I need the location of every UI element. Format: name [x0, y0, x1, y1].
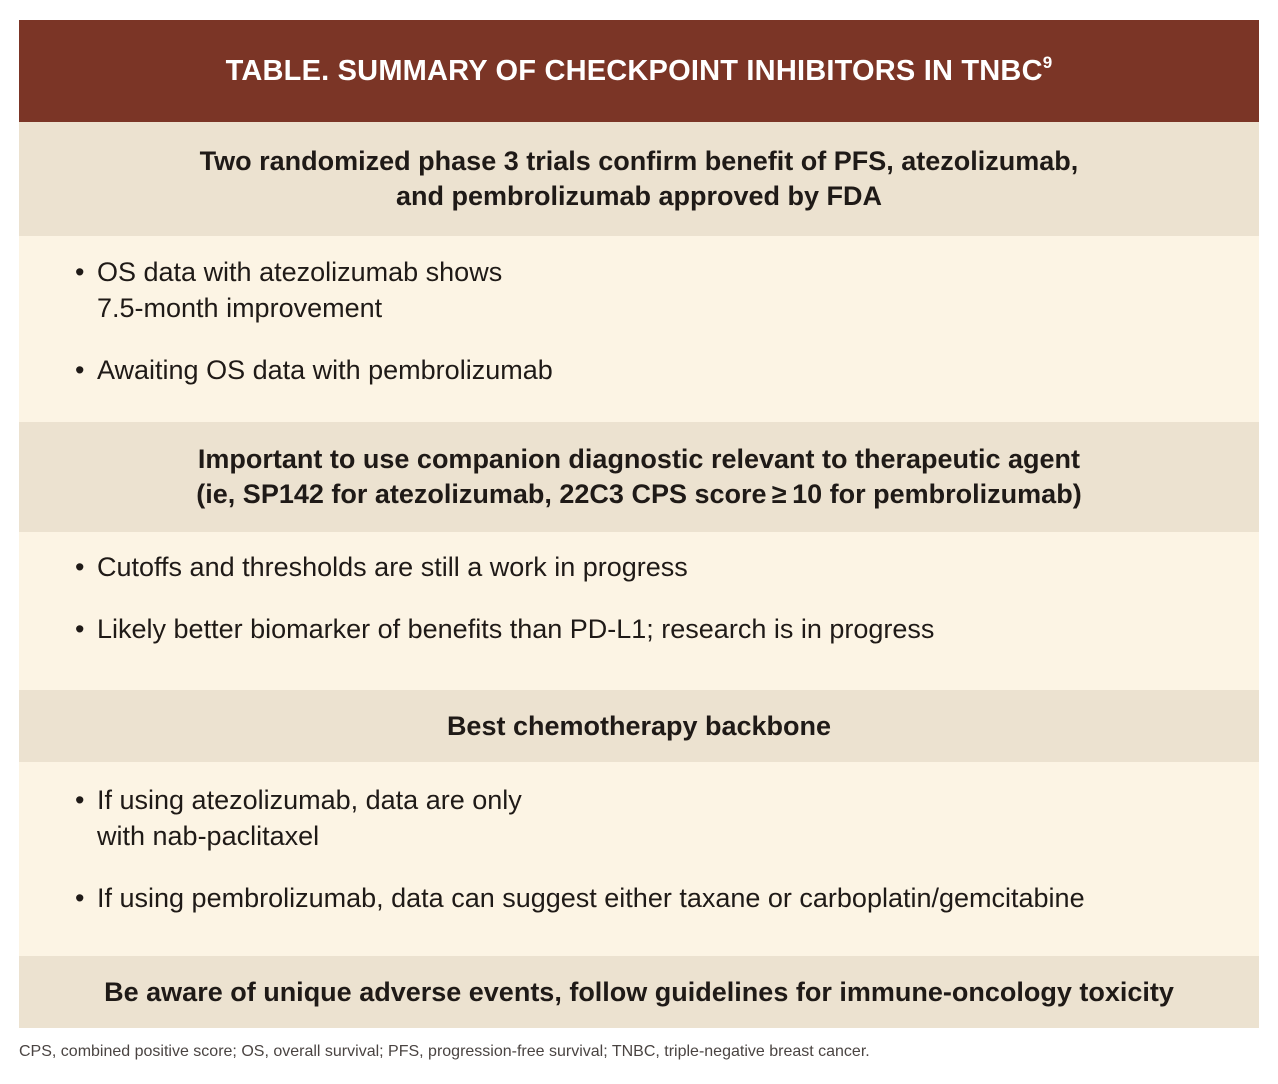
- bullet-dot: •: [75, 257, 85, 287]
- table-title: TABLE. SUMMARY OF CHECKPOINT INHIBITORS IN TNBC$^9$: [225, 52, 1053, 87]
- section-heading-line: and pembrolizumab approved by FDA: [395, 181, 883, 211]
- bullet-dot: •: [75, 785, 85, 815]
- bullet-text: 7.5-month improvement: [97, 293, 383, 323]
- bullet-item: [75, 611, 1259, 647]
- section-heading-fda-approval: [19, 122, 1259, 236]
- bullet-item: [75, 254, 1259, 326]
- section-heading-line: Two randomized phase 3 trials confirm benefit of PFS, atezolizumab,: [199, 146, 1079, 176]
- table-title-bar: [19, 20, 1259, 122]
- section-body-fda-approval: [19, 236, 1259, 422]
- bullet-text: with nab-paclitaxel: [97, 821, 320, 851]
- bullet-item: [75, 880, 1259, 916]
- bullet-text: OS data with atezolizumab shows: [97, 257, 503, 287]
- section-heading-chemotherapy-backbone: [19, 690, 1259, 762]
- bullet-item: [75, 782, 1259, 854]
- bullet-dot: •: [75, 883, 85, 913]
- bullet-text: Cutoffs and thresholds are still a work in progress: [97, 552, 688, 582]
- bullet-item: [75, 549, 1259, 585]
- table-footnote: CPS, combined positive score; OS, overall survival; PFS, progression-free survival; TNBC, triple-negative breast cancer.: [19, 1043, 870, 1060]
- bullet-dot: •: [75, 355, 85, 385]
- bullet-text: Likely better biomarker of benefits than PD-L1; research is in progress: [97, 614, 935, 644]
- section-heading-line: Be aware of unique adverse events, follow guidelines for immune-oncology toxicity: [104, 976, 1174, 1007]
- bullet-text: If using atezolizumab, data are only: [97, 785, 522, 815]
- title-footnote-ref: 9: [1042, 52, 1053, 72]
- section-heading-companion-diagnostic: [19, 422, 1259, 532]
- bullet-text: If using pembrolizumab, data can suggest either taxane or carboplatin/gemcitabine: [97, 883, 1085, 913]
- section-heading-line: (ie, SP142 for atezolizumab, 22C3 CPS score ≥ 10 for pembrolizumab): [196, 479, 1082, 509]
- section-heading-adverse-events: [19, 956, 1259, 1028]
- bullet-dot: •: [75, 614, 85, 644]
- section-heading-line: Best chemotherapy backbone: [446, 710, 832, 741]
- section-heading-line: Important to use companion diagnostic relevant to therapeutic agent: [197, 444, 1081, 474]
- bullet-text: Awaiting OS data with pembrolizumab: [97, 355, 553, 385]
- bullet-item: [75, 352, 1259, 388]
- bullet-dot: •: [75, 552, 85, 582]
- summary-table: [19, 20, 1259, 1028]
- section-body-chemotherapy-backbone: [19, 762, 1259, 956]
- section-body-companion-diagnostic: [19, 532, 1259, 690]
